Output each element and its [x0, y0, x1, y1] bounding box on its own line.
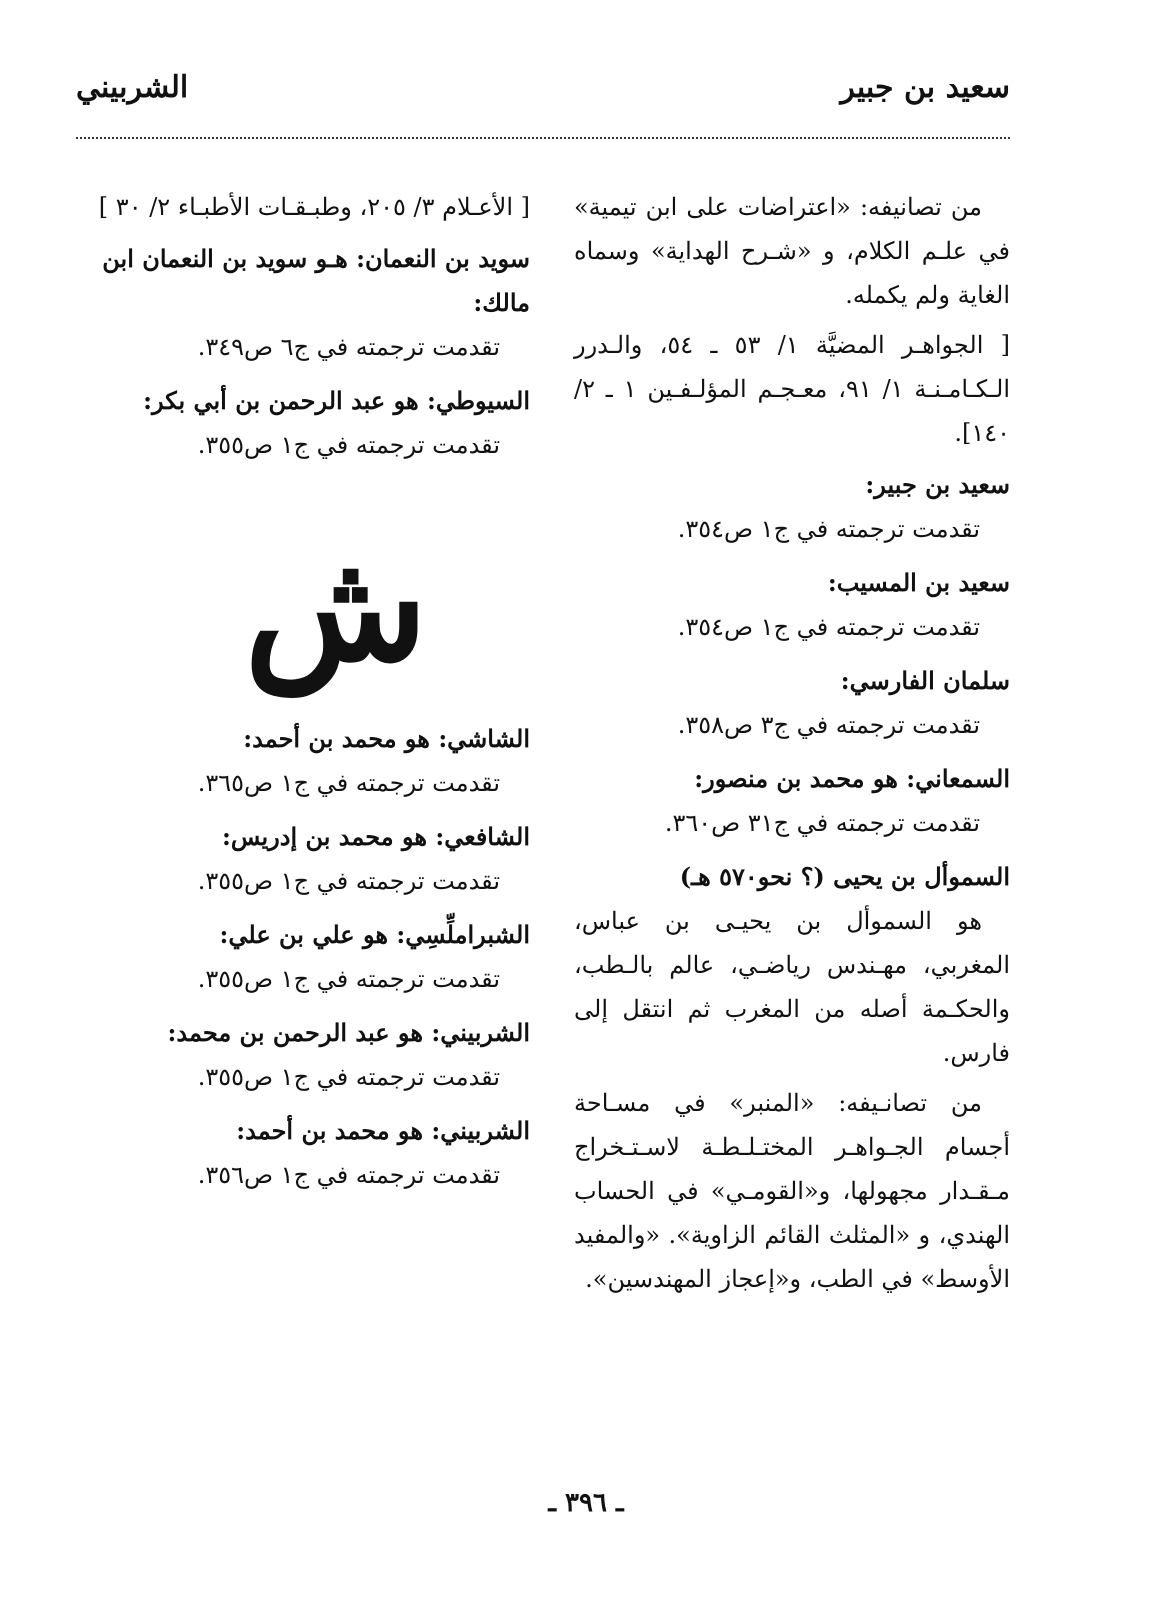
entry-head: سعيد بن المسيب:: [827, 568, 1010, 597]
page-number: ـ ٣٩٦ ـ: [548, 1488, 624, 1518]
entry-shashi: [82, 717, 530, 805]
entry-head: سعيد بن جبير:: [865, 470, 1010, 499]
entry-samani: [574, 757, 1010, 845]
entry-note: تقدمت ترجمته في ج١ ص٣٥٥.: [197, 1063, 500, 1091]
left-column: [82, 185, 530, 1207]
entry-suyuti: [82, 379, 530, 467]
entry-head: الشبراملِّسِي: هو علي بن علي:: [219, 920, 530, 949]
entry-note: تقدمت ترجمته في ج١ ص٣٥٤.: [677, 515, 980, 543]
entry-note: تقدمت ترجمته في ج٦ ص٣٤٩.: [197, 333, 500, 361]
entry-shirbini-abdurrahman: [82, 1011, 530, 1099]
samawal-works: من تصانـيفه: «المنبر» في مسـاحة أجسام الجـواهـر المختـلـطـة لاسـتـخراج مـقـدار مجهولها، و«القومـي» في الحساب الهندي، و «المثلث القائم الزاوية». «والمفيد الأوسط» في الطب، و«إعجاز المهندسين».: [574, 1089, 1010, 1293]
entry-head: السيوطي: هو عبد الرحمن بن أبي بكر:: [143, 386, 530, 415]
right-column: [574, 185, 1010, 1307]
entry-said-bin-jubair: [574, 463, 1010, 551]
entry-note: تقدمت ترجمته في ج١ ص٣٦٥.: [197, 769, 500, 797]
entry-note: تقدمت ترجمته في ج٣١ ص٣٦٠.: [664, 809, 980, 837]
intro-reference: [ الجواهـر المضيَّة ١/ ٥٣ ـ ٥٤، والـدرر الـكـامـنـة ١/ ٩١، معـجـم المؤلـفـين ١ ـ ٢/ ١٤٠].: [574, 331, 1011, 447]
entry-suwaid-bin-numan: [82, 237, 530, 369]
entry-head: السمعاني: هو محمد بن منصور:: [694, 764, 1010, 793]
entry-note: تقدمت ترجمته في ج٣ ص٣٥٨.: [677, 711, 980, 739]
entry-salman-farisi: [574, 659, 1010, 747]
entry-said-bin-musayyab: [574, 561, 1010, 649]
entry-head: الشاشي: هو محمد بن أحمد:: [243, 724, 530, 753]
entry-note: تقدمت ترجمته في ج١ ص٣٥٥.: [197, 965, 500, 993]
header-left-title: الشربيني: [76, 70, 189, 105]
entry-shirbini-muhammad: [82, 1109, 530, 1197]
entry-head: الشربيني: هو عبد الرحمن بن محمد:: [167, 1018, 530, 1047]
entry-head: الشربيني: هو محمد بن أحمد:: [236, 1116, 530, 1145]
section-letter: ش: [244, 519, 428, 695]
entry-head: الشافعي: هو محمد بن إدريس:: [222, 822, 530, 851]
intro-paragraph: من تصانيفه: «اعتراضات على ابن تيمية» في علـم الكلام، و «شـرح الهداية» وسماه الغاية ولم يكمله.: [574, 193, 1010, 309]
entry-head: سويد بن النعمان: هـو سويد بن النعمان ابن مالك:: [102, 244, 530, 317]
header-right-title: سعيد بن جبير: [840, 70, 1010, 105]
running-header: [76, 70, 1010, 120]
samawal-heading: السموأل بن يحيى (؟ نحو٥٧٠ هـ): [679, 862, 1010, 891]
entry-head: سلمان الفارسي:: [840, 666, 1010, 695]
entry-note: تقدمت ترجمته في ج١ ص٣٥٦.: [197, 1161, 500, 1189]
entry-note: تقدمت ترجمته في ج١ ص٣٥٤.: [677, 613, 980, 641]
entry-shabramallisi: [82, 913, 530, 1001]
top-reference: [ الأعـلام ٣/ ٢٠٥، وطبـقـات الأطبـاء ٢/ ٣٠ ]: [98, 193, 530, 221]
dotted-rule: [76, 137, 1010, 139]
samawal-bio: هو السموأل بن يحيـى بن عباس، المغربي، مهـندس رياضـي، عالم بالـطب، والحكـمة أصله من المغرب ثم انتقل إلى فارس.: [574, 907, 1010, 1067]
entry-shafii: [82, 815, 530, 903]
entry-note: تقدمت ترجمته في ج١ ص٣٥٥.: [197, 867, 500, 895]
entry-note: تقدمت ترجمته في ج١ ص٣٥٥.: [197, 431, 500, 459]
